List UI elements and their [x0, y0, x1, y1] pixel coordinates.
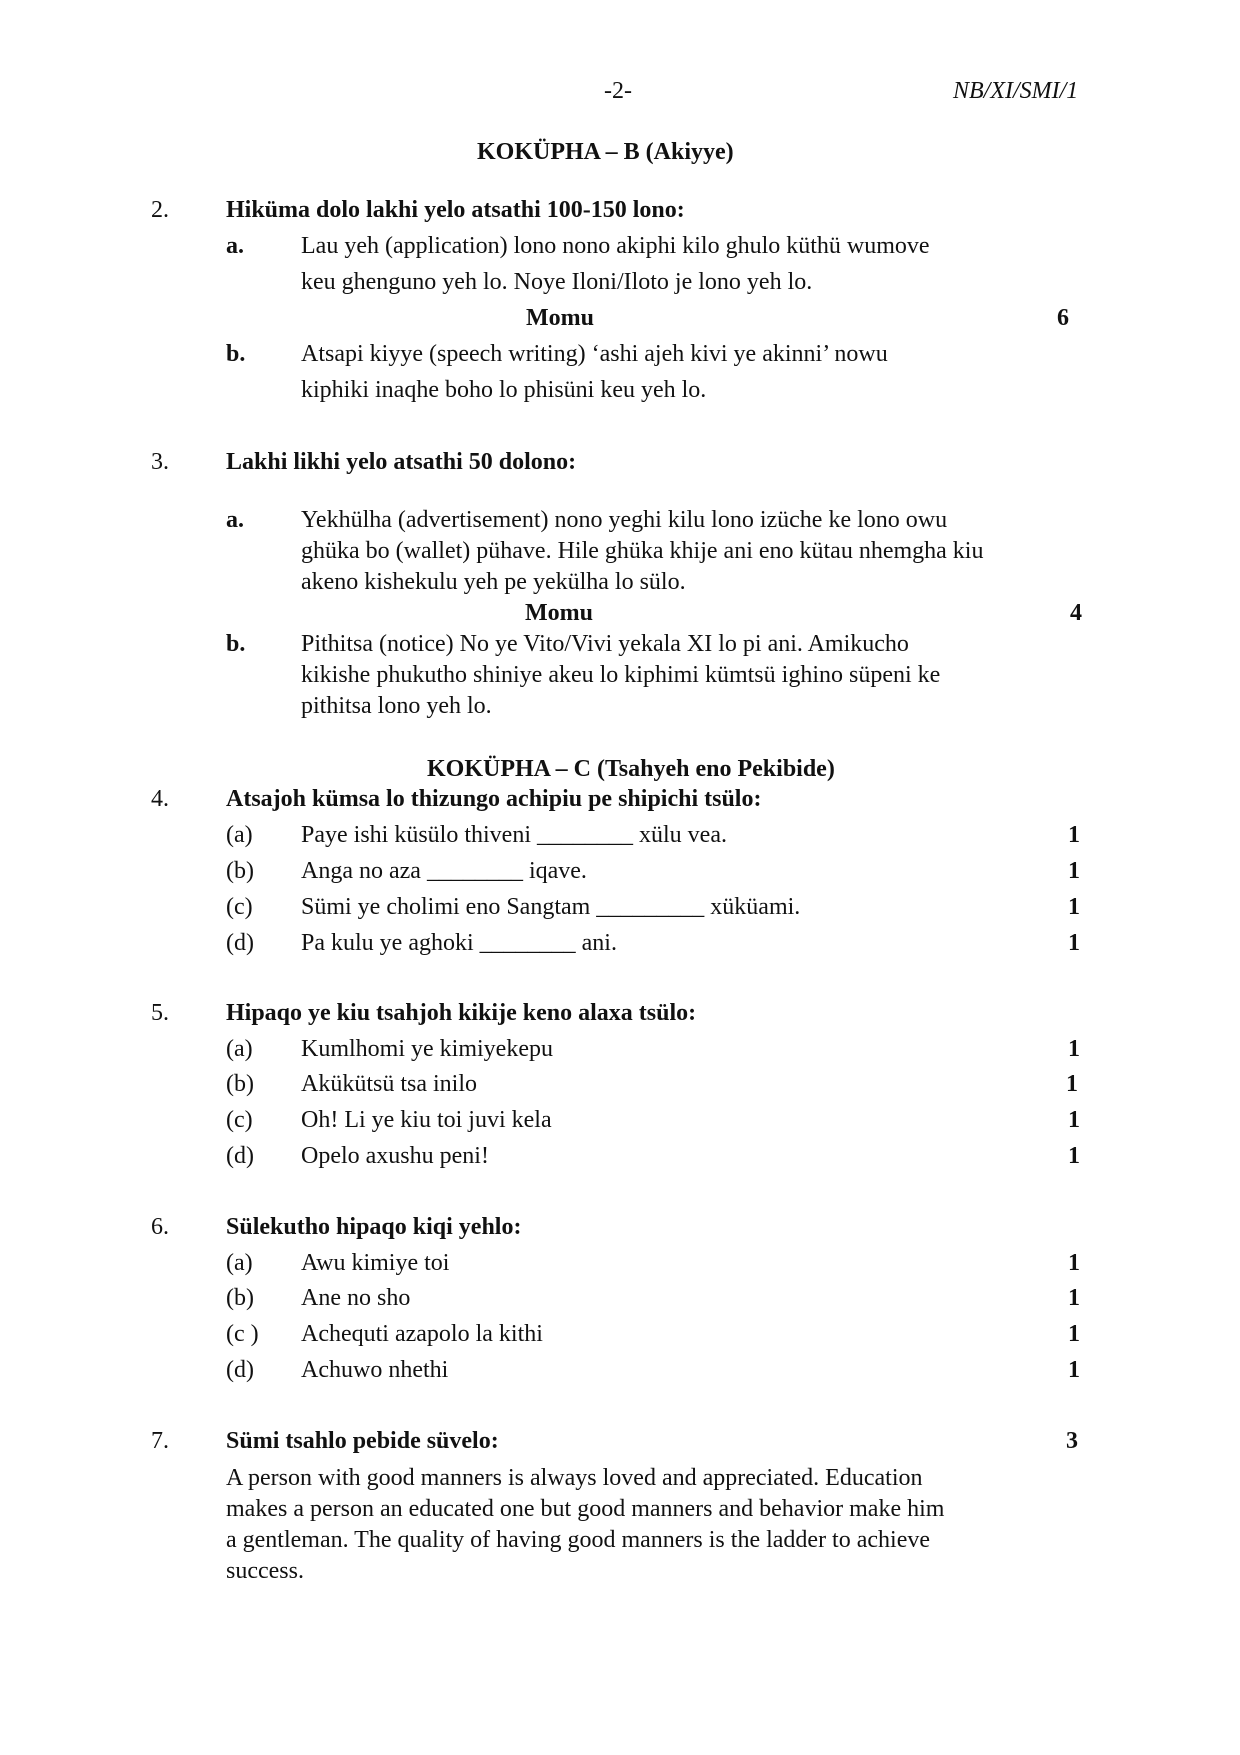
item-marks: 1	[1068, 822, 1080, 848]
item-text: Akükütsü tsa inilo	[301, 1071, 478, 1097]
question-3b-label: b.	[226, 631, 246, 657]
question-2b-line: kiphiki inaqhe boho lo phisüni keu yeh lo.	[301, 377, 707, 403]
section-c-heading: KOKÜPHA – C (Tsahyeh eno Pekibide)	[427, 756, 835, 782]
item-marks: 1	[1068, 1250, 1080, 1276]
item-text: Opelo axushu peni!	[301, 1143, 489, 1169]
question-7-title: Sümi tsahlo pebide süvelo:	[226, 1428, 499, 1454]
item-text: Awu kimiye toi	[301, 1250, 450, 1276]
question-3-or: Momu	[525, 600, 593, 626]
item-label: (b)	[226, 1071, 254, 1097]
paper-code: NB/XI/SMI/1	[953, 78, 1079, 104]
passage-line: makes a person an educated one but good manners and behavior make him	[226, 1496, 945, 1522]
item-text: Oh! Li ye kiu toi juvi kela	[301, 1107, 552, 1133]
question-5-title: Hipaqo ye kiu tsahjoh kikije keno alaxa tsülo:	[226, 1000, 697, 1026]
item-marks: 1	[1068, 1107, 1080, 1133]
item-label: (d)	[226, 1357, 254, 1383]
question-5-number: 5.	[151, 1000, 169, 1026]
item-label: (d)	[226, 1143, 254, 1169]
item-text: Pa kulu ye aghoki ________ ani.	[301, 930, 617, 956]
item-marks: 1	[1068, 1357, 1080, 1383]
item-label: (a)	[226, 1250, 253, 1276]
question-3a-line: Yekhülha (advertisement) nono yeghi kilu lono izüche ke lono owu	[301, 507, 948, 533]
section-b-heading: KOKÜPHA – B (Akiyye)	[477, 139, 734, 165]
question-2-marks: 6	[1057, 305, 1069, 331]
question-3-number: 3.	[151, 449, 169, 475]
question-2b-label: b.	[226, 341, 246, 367]
item-label: (c)	[226, 1107, 253, 1133]
question-2a-line: Lau yeh (application) lono nono akiphi kilo ghulo küthü wumove	[301, 233, 930, 259]
question-3-title: Lakhi likhi yelo atsathi 50 dolono:	[226, 449, 577, 475]
item-marks: 1	[1066, 1071, 1078, 1097]
question-2-title: Hiküma dolo lakhi yelo atsathi 100-150 lono:	[226, 197, 685, 223]
item-text: Anga no aza ________ iqave.	[301, 858, 587, 884]
question-2-number: 2.	[151, 197, 169, 223]
item-text: Kumlhomi ye kimiyekepu	[301, 1036, 553, 1062]
item-label: (a)	[226, 822, 253, 848]
question-6-number: 6.	[151, 1214, 169, 1240]
item-text: Achequti azapolo la kithi	[301, 1321, 543, 1347]
question-6-title: Sülekutho hipaqo kiqi yehlo:	[226, 1214, 522, 1240]
question-2a-label: a.	[226, 233, 244, 259]
item-label: (b)	[226, 858, 254, 884]
question-4-number: 4.	[151, 786, 169, 812]
item-marks: 1	[1068, 930, 1080, 956]
item-text: Achuwo nhethi	[301, 1357, 449, 1383]
item-label: (c)	[226, 894, 253, 920]
question-3a-label: a.	[226, 507, 244, 533]
item-marks: 1	[1068, 1143, 1080, 1169]
question-3b-line: pithitsa lono yeh lo.	[301, 693, 492, 719]
item-text: Ane no sho	[301, 1285, 411, 1311]
question-7-number: 7.	[151, 1428, 169, 1454]
question-2-or: Momu	[526, 305, 594, 331]
question-3a-line: ghüka bo (wallet) pühave. Hile ghüka khije ani eno kütau nhemgha kiu	[301, 538, 984, 564]
item-marks: 1	[1068, 1321, 1080, 1347]
item-text: Sümi ye cholimi eno Sangtam _________ xüküami.	[301, 894, 801, 920]
passage-line: A person with good manners is always loved and appreciated. Education	[226, 1465, 923, 1491]
question-3b-line: kikishe phukutho shiniye akeu lo kiphimi kümtsü ighino süpeni ke	[301, 662, 941, 688]
item-marks: 1	[1068, 894, 1080, 920]
question-3b-line: Pithitsa (notice) No ye Vito/Vivi yekala XI lo pi ani. Amikucho	[301, 631, 909, 657]
item-marks: 1	[1068, 1036, 1080, 1062]
question-3a-line: akeno kishekulu yeh pe yekülha lo sülo.	[301, 569, 686, 595]
item-label: (a)	[226, 1036, 253, 1062]
question-2b-line: Atsapi kiyye (speech writing) ‘ashi ajeh kivi ye akinni’ nowu	[301, 341, 888, 367]
question-4-title: Atsajoh kümsa lo thizungo achipiu pe shipichi tsülo:	[226, 786, 762, 812]
passage-line: success.	[226, 1558, 304, 1584]
page-number: -2-	[604, 78, 632, 104]
item-label: (d)	[226, 930, 254, 956]
item-marks: 1	[1068, 858, 1080, 884]
question-2a-line: keu ghenguno yeh lo. Noye Iloni/Iloto je lono yeh lo.	[301, 269, 813, 295]
question-7-marks: 3	[1066, 1428, 1078, 1454]
item-marks: 1	[1068, 1285, 1080, 1311]
question-3-marks: 4	[1070, 600, 1082, 626]
passage-line: a gentleman. The quality of having good manners is the ladder to achieve	[226, 1527, 931, 1553]
item-text: Paye ishi küsülo thiveni ________ xülu vea.	[301, 822, 727, 848]
item-label: (b)	[226, 1285, 254, 1311]
item-label: (c )	[226, 1321, 259, 1347]
